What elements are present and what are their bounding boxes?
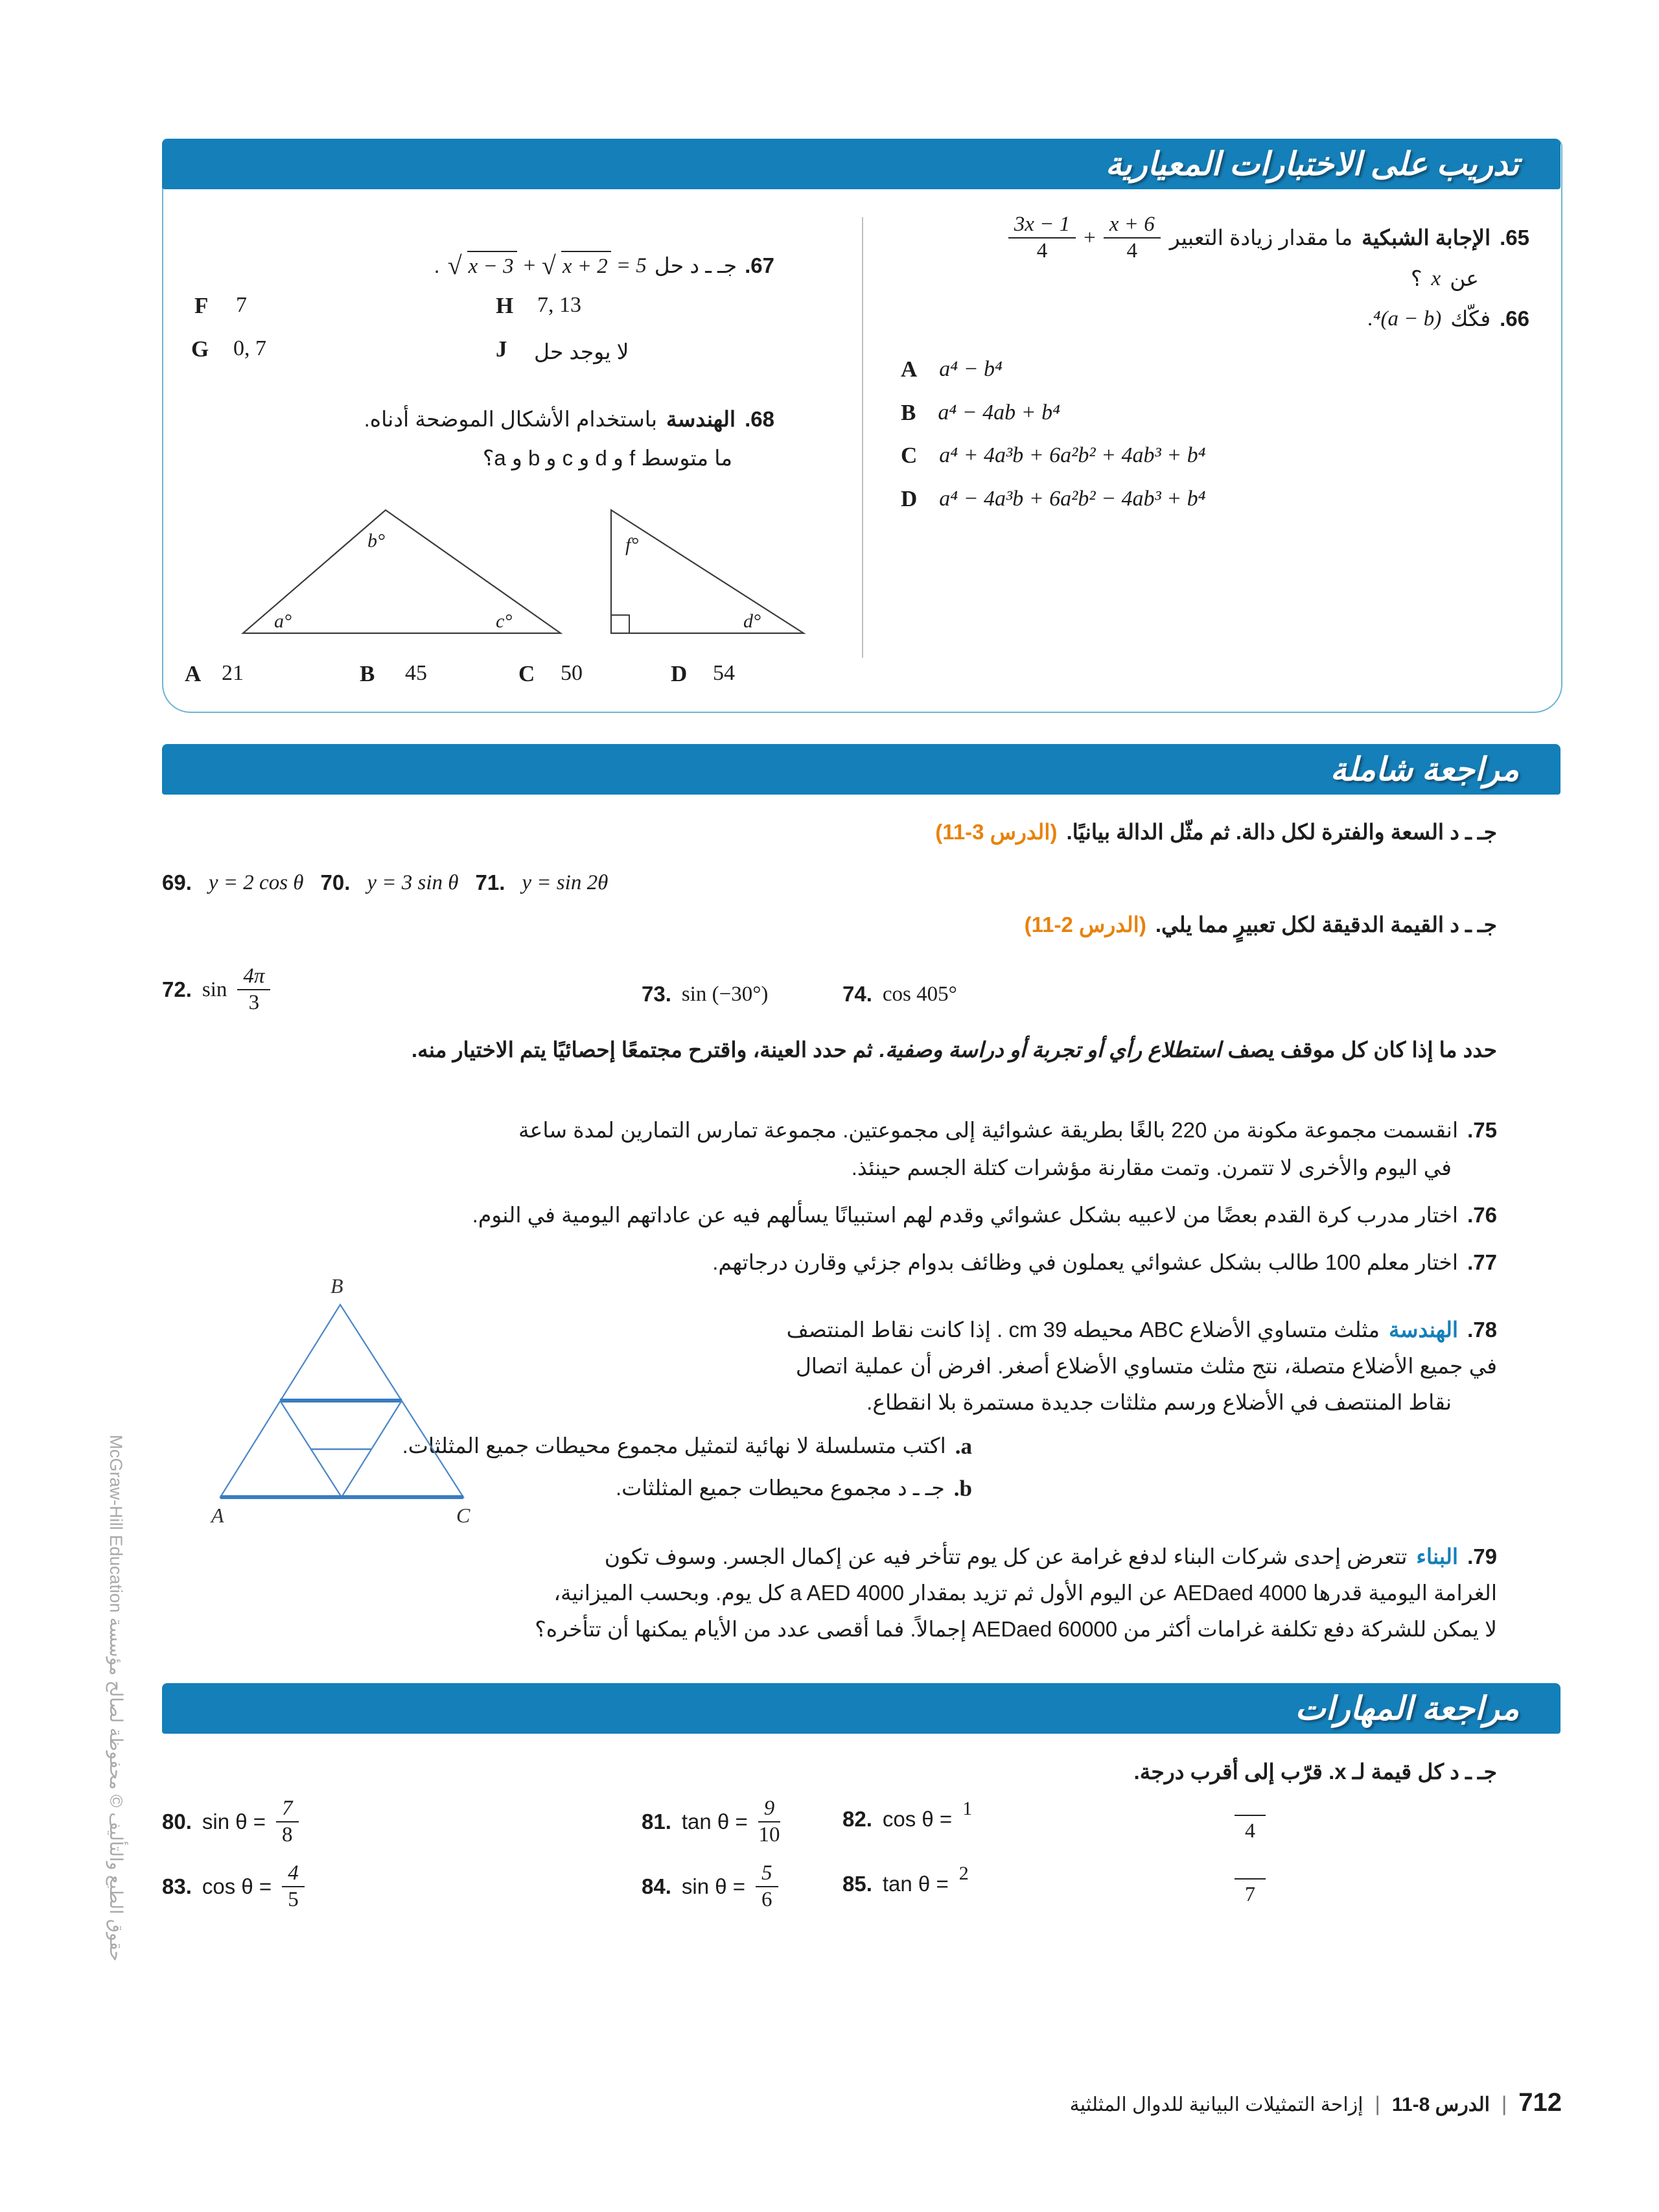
- problem-65-number: 65.: [1500, 225, 1529, 250]
- problem-72: [162, 964, 270, 1015]
- problem-78-line1: 78. الهندسة مثلث متساوي الأضلاع ABC محيطه 39 cm . إذا كانت نقاط المنتصف: [787, 1316, 1497, 1345]
- problem-77: 77. اختار معلم 100 طالب بشكل عشوائي يعملون في وظائف بدوام جزئي وقارن درجاتهم.: [712, 1248, 1497, 1277]
- problem-84: [642, 1861, 778, 1912]
- choice-66-D: D a⁴ − 4a³b + 6a²b² − 4ab³ + b⁴: [901, 486, 1206, 511]
- problem-75-line1: 75. انقسمت مجموعة مكونة من 220 بالغًا بطريقة عشوائية إلى مجموعتين. مجموعة تمارس التمارين لمدة ساعة: [518, 1116, 1497, 1145]
- footer-lesson: الدرس 8-11: [1391, 2094, 1490, 2115]
- problem-81: [642, 1797, 780, 1847]
- column-divider: [862, 217, 863, 658]
- problem-74: [842, 980, 957, 1009]
- problem-72-function: sin: [202, 977, 227, 1001]
- problem-68-number: 68.: [745, 407, 774, 431]
- problem-75-line2: في اليوم والأخرى لا تتمرن. وتمت مقارنة مؤشرات كتلة الجسم حينئذ.: [851, 1156, 1452, 1180]
- choice-67-F-value: 7: [236, 293, 247, 317]
- choice-67-G-value: 0, 7: [233, 336, 266, 360]
- problem-79-number: 79.: [1467, 1544, 1497, 1568]
- footer-separator: |: [1501, 2092, 1507, 2115]
- problem-78-part-a: a. اكتب متسلسلة لا نهائية لتمثيل مجموع محيطات جميع المثلثات.: [402, 1431, 972, 1461]
- problem-66-number: 66.: [1500, 307, 1529, 331]
- choice-67-F-letter: F: [194, 293, 209, 318]
- footer-lesson-title: إزاحة التمثيلات البيانية للدوال المثلثية: [1069, 2094, 1363, 2115]
- choice-68-A-value: 21: [222, 661, 244, 685]
- problem-80-fraction: $\frac{7}{8}$: [276, 1797, 299, 1847]
- section-bar-skills: [162, 1683, 1560, 1734]
- problem-65: [1008, 213, 1529, 263]
- triangle-figure-right: [599, 500, 813, 653]
- choice-68-C-letter: C: [518, 661, 535, 686]
- problem-66-expression: (a − b)⁴.: [1367, 307, 1442, 331]
- choice-66-A: A a⁴ − b⁴: [901, 356, 1003, 382]
- problem-67-equation: √ x − 3 + √ x + 2 = 5: [448, 248, 647, 283]
- variable-x: x: [1431, 267, 1441, 290]
- problem-75-number: 75.: [1467, 1118, 1497, 1142]
- problem-84-number: 84.: [642, 1874, 671, 1898]
- problem-84-function: sin θ =: [681, 1874, 746, 1898]
- problem-69-number: 69.: [162, 870, 192, 894]
- problem-79-line3: لا يمكن للشركة دفع تكلفة غرامات أكثر من AEDaed 60000 إجمالاً. فما أقصى عدد من الأيام يمكنها أن تتأخره؟: [535, 1617, 1497, 1641]
- problem-71-expression: y = sin 2θ: [522, 871, 609, 894]
- problem-81-fraction: $\frac{9}{10}$: [758, 1797, 780, 1846]
- problem-85-denominator: 7: [1235, 1878, 1266, 1906]
- problem-82-denominator: 4: [1235, 1815, 1266, 1843]
- choice-68-C-value: 50: [561, 661, 583, 685]
- problem-77-number: 77.: [1467, 1250, 1497, 1274]
- vertex-label-C: C: [456, 1504, 470, 1527]
- problem-68-keyword: الهندسة: [666, 407, 736, 431]
- problem-82-numerator: 1: [962, 1798, 973, 1820]
- problem-67-text: جـ ـ د حل: [654, 253, 737, 277]
- problem-73-number: 73.: [642, 982, 671, 1006]
- problem-80: [162, 1797, 299, 1847]
- choice-66-C: C a⁴ + 4a³b + 6a²b² + 4ab³ + b⁴: [901, 443, 1206, 468]
- problem-69-expression: y = 2 cos θ: [208, 871, 304, 894]
- lesson-ref-11-3: (الدرس 3-11): [935, 820, 1058, 844]
- problem-79-keyword: البناء: [1416, 1544, 1459, 1568]
- choice-67-G-letter: G: [191, 336, 209, 362]
- problem-66: [1368, 305, 1529, 334]
- choice-68-B-letter: B: [360, 661, 375, 686]
- problem-78-number: 78.: [1467, 1318, 1497, 1342]
- section-bar-review: [162, 744, 1560, 795]
- problem-70-number: 70.: [320, 870, 351, 894]
- problem-81-number: 81.: [642, 1809, 671, 1834]
- choice-67-J-letter: J: [496, 336, 507, 362]
- angle-label-b: b°: [367, 530, 385, 552]
- vertex-label-B: B: [331, 1274, 343, 1298]
- problem-68-line2: ما متوسط f و d و c و b و a؟: [482, 446, 732, 470]
- problem-85-function: tan θ =: [882, 1872, 949, 1896]
- choice-67-J-value: لا يوجد حل: [534, 340, 629, 364]
- problem-85-numerator: 2: [958, 1863, 969, 1885]
- fraction-2: $\frac{x + 6}{4}$: [1104, 213, 1161, 263]
- radical-icon: √: [447, 251, 462, 280]
- part-a-label: a.: [955, 1434, 972, 1459]
- problem-73: [642, 980, 768, 1009]
- problem-68-line1: باستخدام الأشكال الموضحة أدناه.: [364, 407, 658, 431]
- problem-81-function: tan θ =: [681, 1809, 748, 1834]
- problem-70-expression: y = 3 sin θ: [367, 871, 459, 894]
- angle-label-a: a°: [274, 611, 292, 632]
- problem-80-number: 80.: [162, 1809, 192, 1834]
- problem-66-text: فكّك: [1450, 307, 1491, 331]
- skills-instruction: جـ ـ د كل قيمة لـ x. قرّب إلى أقرب درجة.: [1133, 1760, 1497, 1784]
- problem-68: [364, 405, 774, 434]
- review-instruction-1: جـ ـ د السعة والفترة لكل دالة. ثم مثّل الدالة بيانيًا. (الدرس 3-11): [935, 818, 1497, 847]
- problem-72-fraction: 4π 3: [237, 964, 270, 1015]
- choice-68-D-value: 54: [713, 661, 735, 685]
- choice-67-H-value: 7, 13: [537, 293, 581, 317]
- right-angle-icon: [611, 615, 629, 633]
- page-footer: [1070, 2088, 1562, 2117]
- problem-65-expression: [1008, 213, 1161, 263]
- section-title-skills: مراجعة المهارات: [1295, 1690, 1519, 1727]
- plus-sign: +: [1084, 226, 1096, 250]
- problem-71-number: 71.: [475, 870, 505, 894]
- copyright-sidebar: حقوق الطبع والتأليف © محفوظة لصالح مؤسسة McGraw-Hill Education: [106, 1434, 126, 1962]
- choice-68-A-letter: A: [185, 661, 202, 686]
- angle-label-f: f°: [625, 534, 639, 555]
- problem-65-keyword: الإجابة الشبكية: [1362, 225, 1491, 250]
- problem-82-number: 82.: [842, 1807, 872, 1831]
- lesson-ref-11-2: (الدرس 2-11): [1024, 913, 1146, 937]
- choice-68-B-value: 45: [405, 661, 427, 685]
- problem-84-fraction: $\frac{5}{6}$: [756, 1861, 778, 1912]
- problem-78-keyword: الهندسة: [1389, 1318, 1459, 1342]
- choice-68-D-letter: D: [671, 661, 688, 686]
- survey-instruction: حدد ما إذا كان كل موقف يصف استطلاع رأي أو تجربة أو دراسة وصفية. ثم حدد العينة، واقترح مجتمعًا إحصائيًا يتم الاختيار منه.: [411, 1038, 1497, 1062]
- part-b-label: b.: [953, 1476, 972, 1501]
- section-title-review: مراجعة شاملة: [1330, 751, 1519, 787]
- choice-66-B: B a⁴ − 4ab + b⁴: [901, 400, 1060, 425]
- problem-76-number: 76.: [1467, 1203, 1497, 1227]
- page-number: 712: [1518, 2088, 1562, 2117]
- problem-82: [842, 1798, 973, 1834]
- problem-65-text: ما مقدار زيادة التعبير: [1169, 225, 1353, 250]
- problem-72-number: 72.: [162, 977, 192, 1001]
- problem-73-expression: sin (−30°): [681, 983, 769, 1006]
- vertex-label-A: A: [211, 1504, 224, 1527]
- triangle-figure-acute: [224, 500, 586, 653]
- section-title-test-practice: تدريب على الاختبارات المعيارية: [1105, 146, 1519, 182]
- fraction-1: 3x − 1 4: [1008, 213, 1076, 263]
- midpoint-triangle-figure: [194, 1274, 499, 1533]
- problem-67: 67. جـ ـ د حل √ x − 3 + √ x + 2 = 5 .: [434, 248, 774, 283]
- problem-83-number: 83.: [162, 1874, 192, 1898]
- section-bar-test-practice: [162, 139, 1560, 189]
- problem-85-number: 85.: [842, 1872, 872, 1896]
- problem-79-line2: الغرامة اليومية قدرها AEDaed 4000 عن اليوم الأول ثم تزيد بمقدار a AED 4000 كل يوم. وبحسب الميزانية،: [553, 1581, 1497, 1605]
- problem-83-function: cos θ =: [202, 1874, 272, 1898]
- problem-85: [842, 1863, 969, 1899]
- footer-separator: |: [1375, 2092, 1380, 2115]
- angle-label-c: c°: [496, 611, 513, 632]
- problem-79-line1: 79. البناء تتعرض إحدى شركات البناء لدفع غرامة عن كل يوم تتأخر فيه عن إكمال الجسر. وسوف تكون: [605, 1543, 1497, 1572]
- problem-80-function: sin θ =: [202, 1809, 266, 1834]
- review-instruction-2: جـ ـ د القيمة الدقيقة لكل تعبيرٍ مما يلي. (الدرس 2-11): [1025, 911, 1497, 940]
- problem-65-line2: عن x ؟: [1411, 264, 1479, 294]
- problem-78-line2: في جميع الأضلاع متصلة، نتج مثلث متساوي الأضلاع أصغر. افرض أن عملية اتصال: [795, 1354, 1497, 1378]
- problem-83: [162, 1861, 305, 1912]
- angle-label-d: d°: [743, 611, 761, 632]
- radical-icon: √: [541, 251, 556, 280]
- problem-76: 76. اختار مدرب كرة القدم بعضًا من لاعبيه بشكل عشوائي وقدم لهم استبيانًا يسألهم فيه عن عاداتهم اليومية في النوم.: [472, 1201, 1497, 1230]
- problem-82-function: cos θ =: [882, 1807, 953, 1831]
- choice-67-H-letter: H: [496, 293, 514, 318]
- problem-67-number: 67.: [745, 253, 774, 277]
- problem-78-part-b: b. جـ ـ د مجموع محيطات جميع المثلثات.: [616, 1473, 972, 1504]
- problem-74-number: 74.: [842, 982, 872, 1006]
- problems-69-71: [162, 868, 608, 898]
- problem-83-fraction: $\frac{4}{5}$: [282, 1861, 305, 1912]
- problem-74-expression: cos 405°: [882, 983, 957, 1006]
- problem-78-line3: نقاط المنتصف في الأضلاع ورسم مثلثات جديدة مستمرة بلا انقطاع.: [866, 1390, 1452, 1414]
